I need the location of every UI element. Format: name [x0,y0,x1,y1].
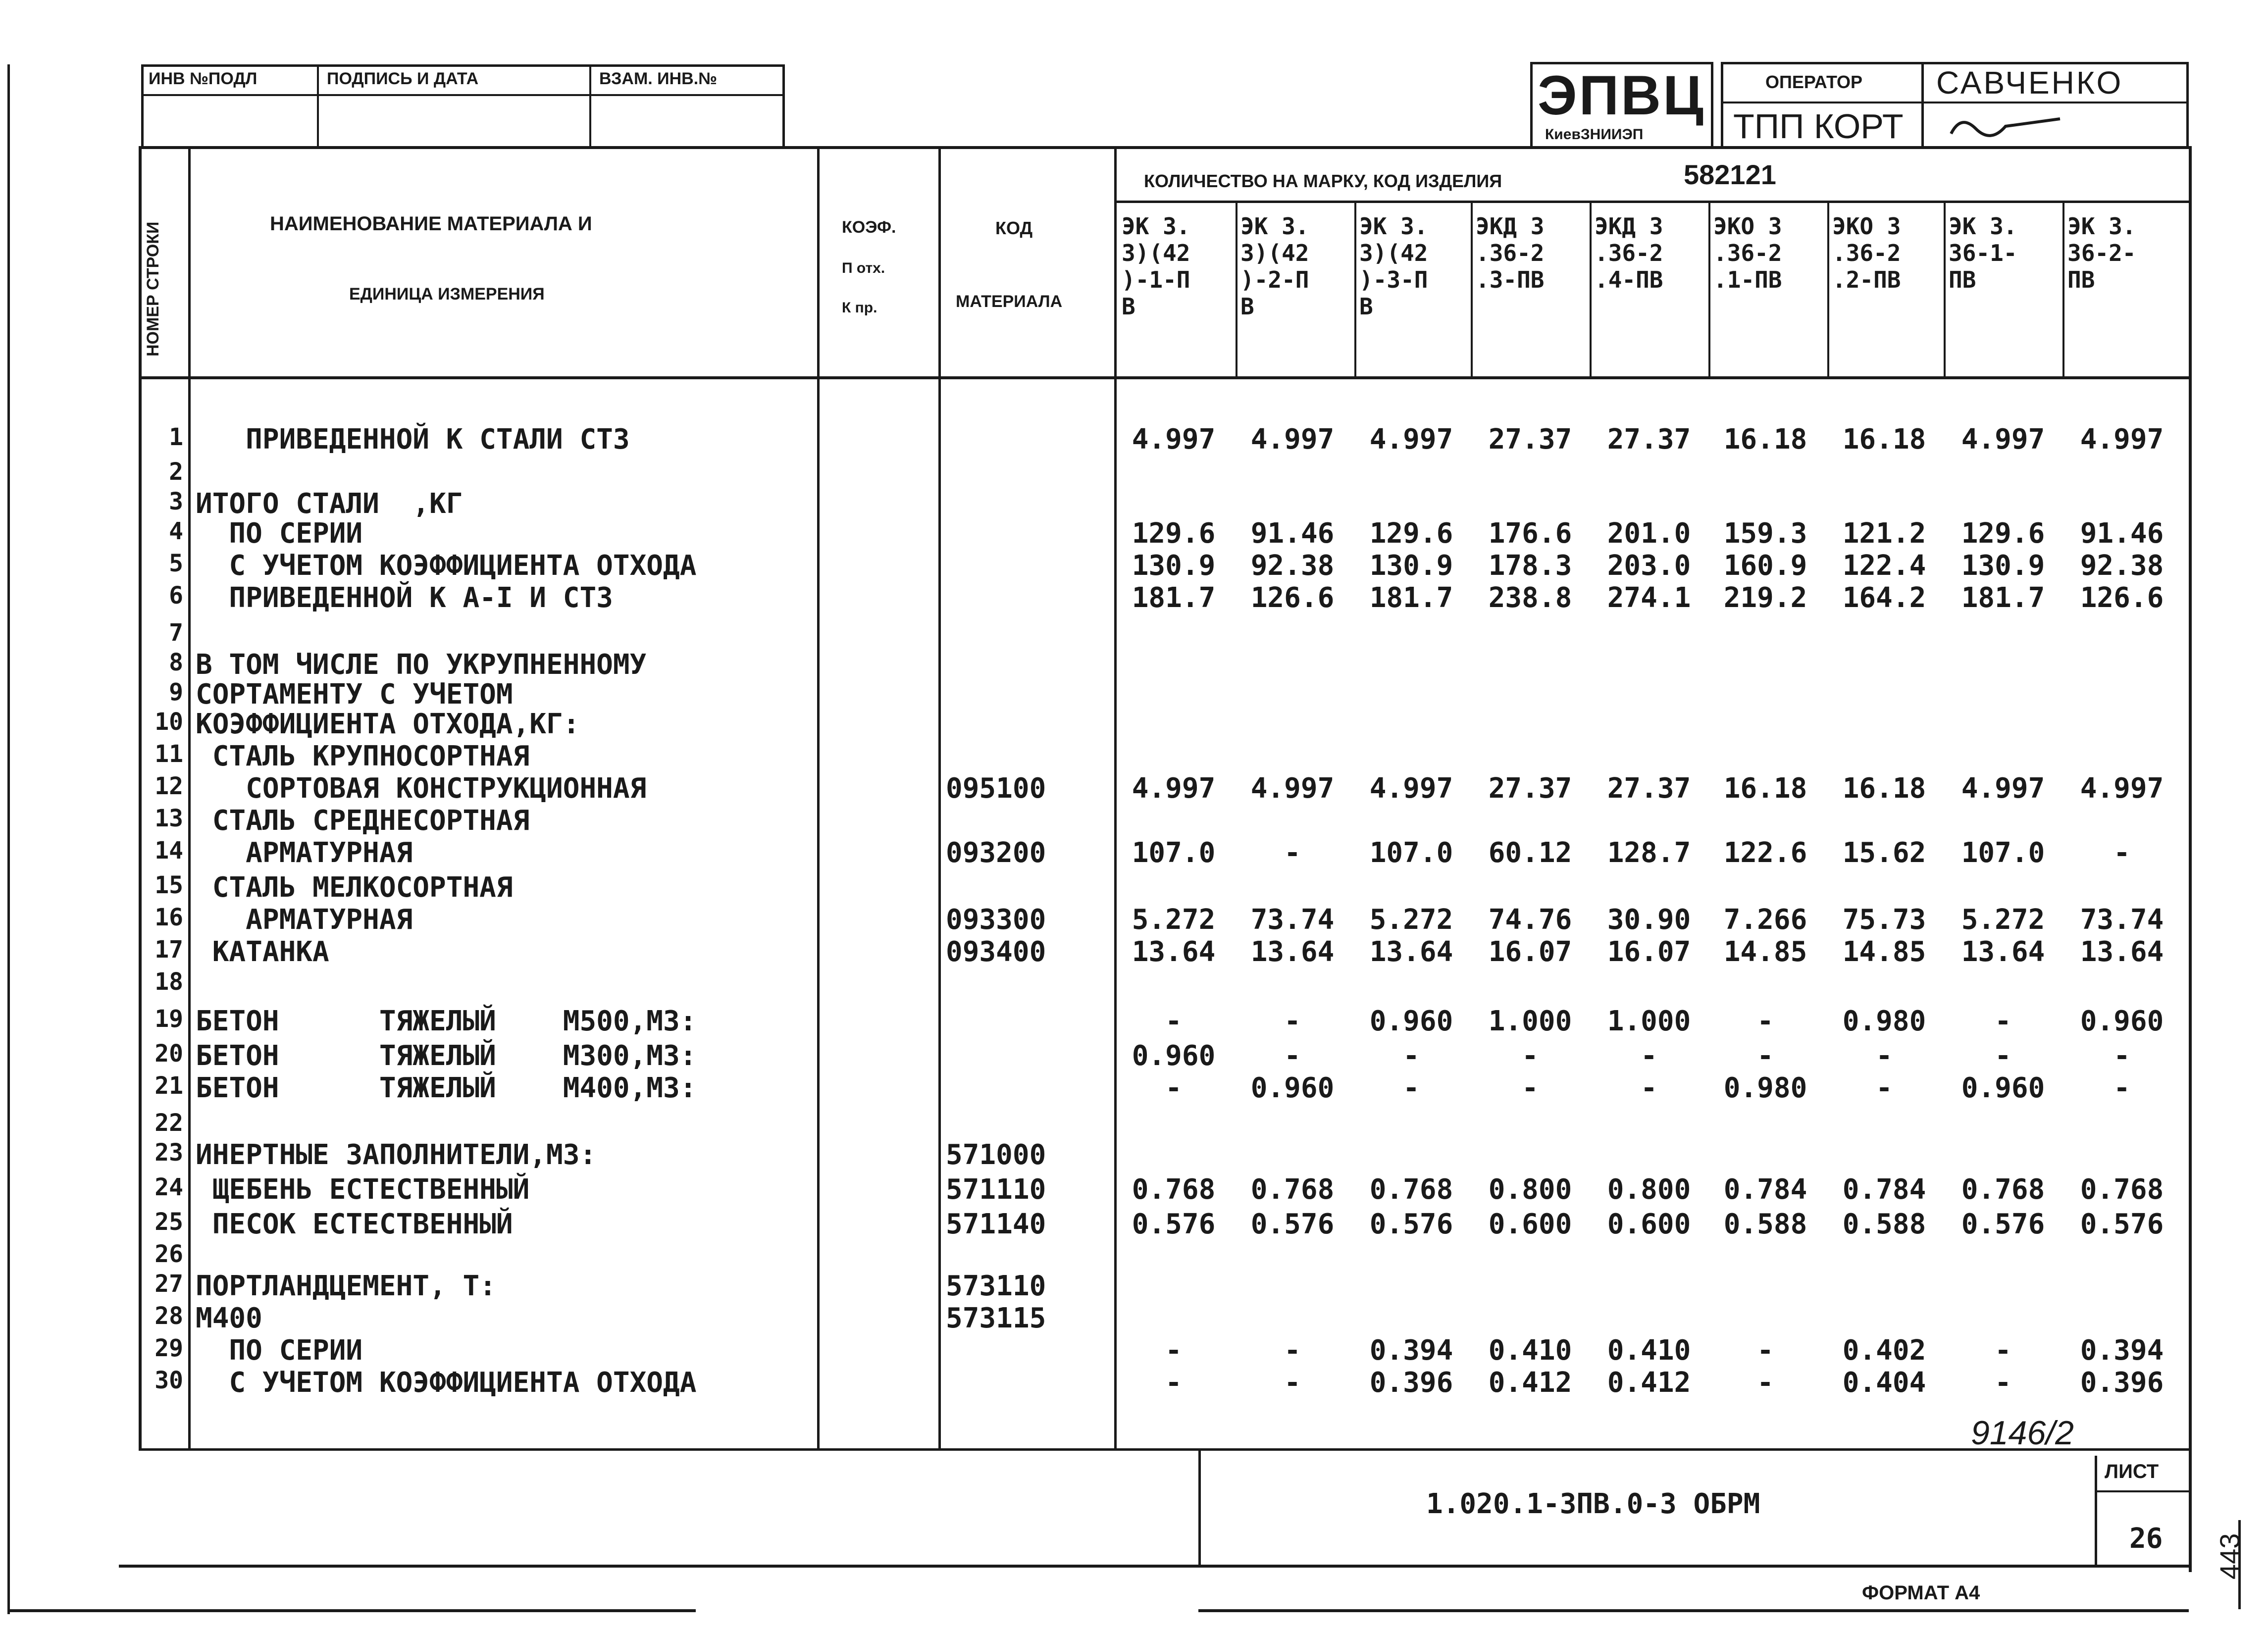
row-value: 16.18 [1723,423,1807,456]
row-material: ПЕСОК ЕСТЕСТВЕННЫЙ [196,1208,513,1240]
stamp-vzam: ВЗАМ. ИНВ.№ [599,69,718,88]
row-number: 26 [155,1240,183,1268]
row-material: БЕТОН ТЯЖЕЛЫЙ М300,М3: [196,1040,697,1072]
row-value: 0.394 [1369,1334,1453,1367]
row-value: - [1165,1367,1182,1399]
row-value: 92.38 [1250,550,1335,582]
row-value: 274.1 [1607,582,1691,614]
row-material: СОРТАМЕНТУ С УЧЕТОМ [196,678,513,711]
row-value: 4.997 [1250,423,1335,456]
row-number: 22 [155,1109,183,1137]
col-coef-right [938,146,941,1448]
row-value: 30.90 [1607,904,1691,936]
row-value: - [1995,1005,2011,1037]
row-material: ПРИВЕДЕННОЙ К СТАЛИ СТЗ [196,423,630,456]
row-value: 0.404 [1842,1367,1926,1399]
row-value: - [1995,1334,2011,1367]
row-number: 13 [155,805,183,832]
row-value: 4.997 [1132,772,1216,805]
row-value: 16.18 [1842,772,1926,805]
row-material: ПО СЕРИИ [196,1334,363,1367]
org-name: ЭПВЦ [1538,64,1705,126]
footer-sheet-hline [2095,1490,2189,1492]
row-value: 0.980 [1723,1072,1807,1104]
margin-note: 443 [2214,1533,2245,1579]
row-value: 201.0 [1607,517,1691,550]
row-value: 0.410 [1488,1334,1572,1367]
row-value: 107.0 [1369,837,1453,869]
row-value: - [1641,1040,1657,1072]
row-code: 095100 [946,772,1046,805]
row-code: 093400 [946,936,1046,968]
row-value: - [2113,1040,2130,1072]
row-number: 17 [155,936,183,964]
row-code: 571140 [946,1208,1046,1240]
row-code: 573115 [946,1302,1046,1334]
row-material: АРМАТУРНАЯ [196,904,413,936]
row-value: 0.784 [1723,1173,1807,1206]
row-value: - [2113,1072,2130,1104]
row-code: 093300 [946,904,1046,936]
operator-hsplit [1721,102,2189,103]
row-value: - [1757,1367,1774,1399]
row-number: 21 [155,1072,183,1100]
row-value: - [1876,1072,1893,1104]
row-value: - [1284,1367,1301,1399]
row-value: - [1284,1005,1301,1037]
row-value: 130.9 [1369,550,1453,582]
row-number: 30 [155,1367,183,1394]
product-col-2: ЭК 3. 3)(42 )-2-П В [1240,213,1309,320]
row-material: АРМАТУРНАЯ [196,837,413,869]
row-value: 4.997 [1961,772,2045,805]
row-material: В ТОМ ЧИСЛЕ ПО УКРУПНЕННОМУ [196,649,647,681]
row-value: - [1995,1040,2011,1072]
row-value: 238.8 [1488,582,1572,614]
row-value: 1.000 [1607,1005,1691,1037]
row-material: СТАЛЬ СРЕДНЕСОРТНАЯ [196,805,530,837]
row-number: 6 [169,582,183,610]
row-value: 14.85 [1723,936,1807,968]
header-row-no: НОМЕР СТРОКИ [144,221,162,357]
row-number: 25 [155,1208,183,1236]
header-code-l1: КОД [995,218,1033,238]
row-material: БЕТОН ТЯЖЕЛЫЙ М400,М3: [196,1072,697,1104]
stamp-col1 [317,64,319,149]
row-value: 16.07 [1488,936,1572,968]
row-value: 0.576 [1961,1208,2045,1240]
col-rowno-right [188,146,191,1448]
operator-name: САВЧЕНКО [1936,65,2123,101]
row-value: - [1757,1040,1774,1072]
row-value: 13.64 [1250,936,1335,968]
row-value: 13.64 [2080,936,2164,968]
header-coef-l2: П отх. [842,260,885,276]
row-value: 122.6 [1723,837,1807,869]
frame-left [139,146,142,1448]
row-value: 0.768 [1250,1173,1335,1206]
stamp-podpis: ПОДПИСЬ И ДАТА [327,69,479,88]
doc-code: 1.020.1-3ПВ.0-3 ОБРМ [1426,1488,1760,1520]
qty-label-bottom [1114,201,2191,203]
row-value: 130.9 [1961,550,2045,582]
row-value: 0.960 [1961,1072,2045,1104]
row-value: 159.3 [1723,517,1807,550]
sheet-no: 26 [2129,1523,2163,1555]
row-value: 0.784 [1842,1173,1926,1206]
stamp-inv-podl: ИНВ №ПОДЛ [149,69,258,88]
row-value: 0.980 [1842,1005,1926,1037]
format-label: ФОРМАТ А4 [1862,1582,1980,1604]
row-value: - [1757,1334,1774,1367]
row-material: ПОРТЛАНДЦЕМЕНТ, Т: [196,1270,496,1302]
row-value: 160.9 [1723,550,1807,582]
row-number: 11 [155,740,183,768]
row-value: 73.74 [2080,904,2164,936]
row-number: 12 [155,772,183,800]
header-coef-l3: К пр. [842,300,877,316]
row-value: 0.402 [1842,1334,1926,1367]
row-value: 1.000 [1488,1005,1572,1037]
row-value: - [1403,1040,1420,1072]
row-value: 0.396 [1369,1367,1453,1399]
row-number: 8 [169,649,183,676]
row-material: ИНЕРТНЫЕ ЗАПОЛНИТЕЛИ,М3: [196,1139,597,1171]
row-material: ЩЕБЕНЬ ЕСТЕСТВЕННЫЙ [196,1173,530,1206]
row-value: 75.73 [1842,904,1926,936]
row-value: 5.272 [1132,904,1216,936]
row-value: 16.18 [1723,772,1807,805]
row-value: 91.46 [1250,517,1335,550]
row-number: 7 [169,619,183,647]
row-value: 27.37 [1607,423,1691,456]
outer-bottom-right [1198,1609,2189,1612]
row-value: 0.960 [1369,1005,1453,1037]
row-material: С УЧЕТОМ КОЭФФИЦИЕНТА ОТХОДА [196,550,697,582]
row-number: 24 [155,1173,183,1201]
row-value: 5.272 [1961,904,2045,936]
row-value: 181.7 [1961,582,2045,614]
row-material: ПО СЕРИИ [196,517,363,550]
footer-top-line [139,1448,2191,1451]
product-col-7: ЭКО 3 .36-2 .2-ПВ [1832,213,1901,293]
row-value: 0.600 [1488,1208,1572,1240]
org-sub: КиевЗНИИЭП [1545,126,1644,143]
row-value: - [1876,1040,1893,1072]
row-value: 4.997 [1132,423,1216,456]
row-value: 13.64 [1132,936,1216,968]
row-number: 1 [169,423,183,451]
row-value: 0.800 [1607,1173,1691,1206]
col-material-right [817,146,820,1448]
row-value: 130.9 [1132,550,1216,582]
row-material: СТАЛЬ КРУПНОСОРТНАЯ [196,740,530,772]
row-value: 203.0 [1607,550,1691,582]
row-value: - [1522,1040,1539,1072]
row-code: 571000 [946,1139,1046,1171]
row-number: 16 [155,904,183,931]
row-number: 15 [155,871,183,899]
row-value: - [1995,1367,2011,1399]
header-coef-l1: КОЭФ. [842,218,896,237]
row-value: 0.800 [1488,1173,1572,1206]
row-value: - [1641,1072,1657,1104]
sheet-label: ЛИСТ [2105,1461,2159,1482]
row-material: БЕТОН ТЯЖЕЛЫЙ М500,М3: [196,1005,697,1037]
operator-label: ОПЕРАТОР [1765,72,1863,92]
row-number: 5 [169,550,183,577]
row-value: 107.0 [1961,837,2045,869]
row-material: КАТАНКА [196,936,329,968]
product-col-8: ЭК 3. 36-1- ПВ [1949,213,2017,293]
row-number: 3 [169,488,183,515]
row-code: 573110 [946,1270,1046,1302]
row-value: 0.960 [2080,1005,2164,1037]
frame-bottom [119,1565,2191,1568]
row-material: СОРТОВАЯ КОНСТРУКЦИОННАЯ [196,772,647,805]
row-value: - [1403,1072,1420,1104]
row-value: 0.576 [1250,1208,1335,1240]
row-value: - [1165,1334,1182,1367]
row-value: 107.0 [1132,837,1216,869]
handwritten-number: 9146/2 [1971,1414,2074,1452]
product-col-4: ЭКД 3 .36-2 .3-ПВ [1476,213,1545,293]
row-value: 181.7 [1132,582,1216,614]
row-value: 121.2 [1842,517,1926,550]
row-material: СТАЛЬ МЕЛКОСОРТНАЯ [196,871,513,904]
stamp-col2 [589,64,591,149]
row-value: 7.266 [1723,904,1807,936]
row-value: 16.07 [1607,936,1691,968]
row-value: 74.76 [1488,904,1572,936]
operator-split [1921,62,1924,149]
row-value: 4.997 [1250,772,1335,805]
row-value: 0.768 [1369,1173,1453,1206]
row-value: - [1165,1072,1182,1104]
row-value: 4.997 [2080,423,2164,456]
outer-left-edge [7,64,10,1614]
row-number: 28 [155,1302,183,1330]
stamp-divider [141,94,785,96]
row-value: 15.62 [1842,837,1926,869]
row-value: 60.12 [1488,837,1572,869]
product-col-3: ЭК 3. 3)(42 )-3-П В [1359,213,1428,320]
row-value: 178.3 [1488,550,1572,582]
row-material: М400 [196,1302,262,1334]
row-value: 0.576 [1132,1208,1216,1240]
row-value: 129.6 [1369,517,1453,550]
row-value: 14.85 [1842,936,1926,968]
row-value: 27.37 [1488,423,1572,456]
product-col-9: ЭК 3. 36-2- ПВ [2067,213,2136,293]
row-value: 0.576 [2080,1208,2164,1240]
header-code-l2: МАТЕРИАЛА [956,292,1063,311]
header-bottom-line [139,376,2191,379]
row-value: 126.6 [1250,582,1335,614]
row-value: 219.2 [1723,582,1807,614]
row-value: 0.396 [2080,1367,2164,1399]
row-value: 0.960 [1250,1072,1335,1104]
row-material: ИТОГО СТАЛИ ,КГ [196,488,463,520]
header-material-l1: НАИМЕНОВАНИЕ МАТЕРИАЛА И [270,213,592,235]
row-number: 27 [155,1270,183,1298]
row-value: 126.6 [2080,582,2164,614]
frame-right [2189,146,2192,1572]
row-value: 4.997 [2080,772,2164,805]
product-col-1: ЭК 3. 3)(42 )-1-П В [1122,213,1190,320]
row-value: 0.768 [1961,1173,2045,1206]
row-value: - [1284,1040,1301,1072]
row-value: 0.412 [1488,1367,1572,1399]
footer-col-split [1198,1448,1201,1567]
header-qty-label: КОЛИЧЕСТВО НА МАРКУ, КОД ИЗДЕЛИЯ [1144,171,1502,191]
row-value: 128.7 [1607,837,1691,869]
row-value: 0.588 [1723,1208,1807,1240]
row-material: КОЭФФИЦИЕНТА ОТХОДА,КГ: [196,708,580,740]
row-value: 0.410 [1607,1334,1691,1367]
row-value: 129.6 [1132,517,1216,550]
row-value: 4.997 [1369,772,1453,805]
product-col-6: ЭКО 3 .36-2 .1-ПВ [1713,213,1782,293]
row-value: 164.2 [1842,582,1926,614]
row-value: 129.6 [1961,517,2045,550]
product-col-5: ЭКД 3 .36-2 .4-ПВ [1595,213,1663,293]
row-value: 0.412 [1607,1367,1691,1399]
header-product-code: 582121 [1684,159,1776,190]
operator-dept: ТПП КОРТ [1733,107,1904,146]
row-value: 176.6 [1488,517,1572,550]
row-value: 0.588 [1842,1208,1926,1240]
row-value: - [1522,1072,1539,1104]
row-value: 0.768 [2080,1173,2164,1206]
row-value: 0.768 [1132,1173,1216,1206]
row-code: 093200 [946,837,1046,869]
row-value: 5.272 [1369,904,1453,936]
operator-signature [1946,109,2070,144]
row-value: 181.7 [1369,582,1453,614]
row-material: ПРИВЕДЕННОЙ К А-I И СТЗ [196,582,613,614]
row-value: 92.38 [2080,550,2164,582]
row-value: 4.997 [1961,423,2045,456]
row-number: 18 [155,968,183,996]
row-value: 0.576 [1369,1208,1453,1240]
footer-sheet-split [2095,1456,2097,1567]
row-value: 73.74 [1250,904,1335,936]
row-value: - [1284,837,1301,869]
row-number: 23 [155,1139,183,1167]
row-number: 10 [155,708,183,736]
row-value: - [1757,1005,1774,1037]
row-number: 9 [169,678,183,706]
row-value: 122.4 [1842,550,1926,582]
row-value: 0.600 [1607,1208,1691,1240]
row-number: 4 [169,517,183,545]
row-value: 0.960 [1132,1040,1216,1072]
row-value: 13.64 [1369,936,1453,968]
row-value: 16.18 [1842,423,1926,456]
row-value: - [1165,1005,1182,1037]
row-value: 27.37 [1488,772,1572,805]
row-value: 0.394 [2080,1334,2164,1367]
row-material: С УЧЕТОМ КОЭФФИЦИЕНТА ОТХОДА [196,1367,697,1399]
row-number: 19 [155,1005,183,1033]
row-value: 13.64 [1961,936,2045,968]
row-value: 27.37 [1607,772,1691,805]
row-number: 20 [155,1040,183,1068]
header-material-l2: ЕДИНИЦА ИЗМЕРЕНИЯ [349,285,545,304]
row-value: - [2113,837,2130,869]
outer-bottom-left [7,1609,696,1612]
row-number: 29 [155,1334,183,1362]
row-number: 14 [155,837,183,865]
row-number: 2 [169,458,183,486]
row-code: 571110 [946,1173,1046,1206]
row-value: 4.997 [1369,423,1453,456]
row-value: 91.46 [2080,517,2164,550]
row-value: - [1284,1334,1301,1367]
